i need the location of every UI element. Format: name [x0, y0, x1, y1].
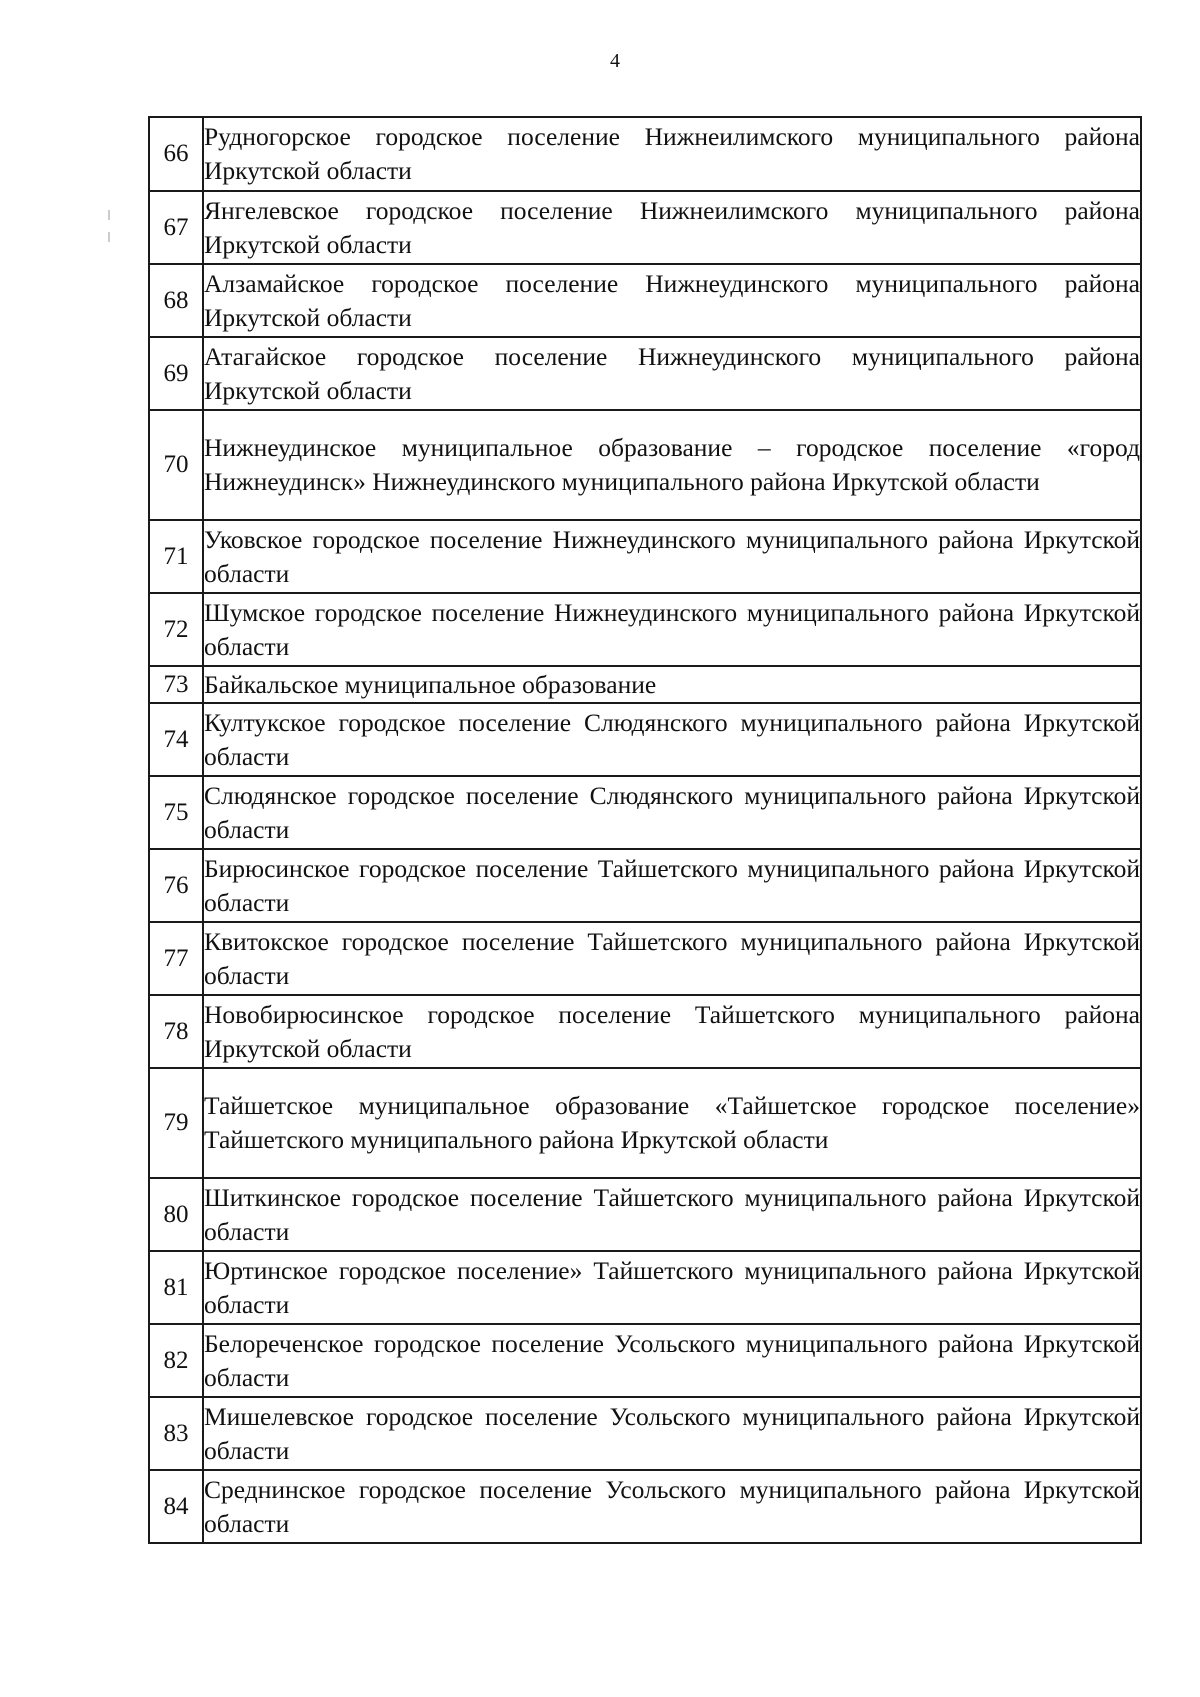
- table-row: [149, 264, 1141, 337]
- row-text: Шумское городское поселение Нижнеудинского муниципального района Иркутской области: [203, 593, 1141, 666]
- table-row: [149, 593, 1141, 666]
- table-row: [149, 922, 1141, 995]
- row-text: Уковское городское поселение Нижнеудинского муниципального района Иркутской области: [203, 520, 1141, 593]
- row-number: 78: [149, 995, 203, 1068]
- table-row: [149, 1324, 1141, 1397]
- table-row: [149, 410, 1141, 520]
- row-text: Рудногорское городское поселение Нижнеилимского муниципального района Иркутской области: [203, 117, 1141, 191]
- table-row: [149, 191, 1141, 264]
- page-number: 4: [610, 50, 620, 72]
- row-text: Среднинское городское поселение Усольского муниципального района Иркутской области: [203, 1470, 1141, 1543]
- table-row: [149, 1068, 1141, 1178]
- row-text: Новобирюсинское городское поселение Тайшетского муниципального района Иркутской области: [203, 995, 1141, 1068]
- row-number: 66: [149, 117, 203, 191]
- row-number: 69: [149, 337, 203, 410]
- row-text: Белореченское городское поселение Усольского муниципального района Иркутской области: [203, 1324, 1141, 1397]
- row-number: 81: [149, 1251, 203, 1324]
- row-number: 70: [149, 410, 203, 520]
- row-text: Янгелевское городское поселение Нижнеилимского муниципального района Иркутской области: [203, 191, 1141, 264]
- table-row: [149, 776, 1141, 849]
- row-text: Атагайское городское поселение Нижнеудинского муниципального района Иркутской области: [203, 337, 1141, 410]
- row-text: Юртинское городское поселение» Тайшетского муниципального района Иркутской области: [203, 1251, 1141, 1324]
- row-number: 84: [149, 1470, 203, 1543]
- table-row: [149, 995, 1141, 1068]
- row-number: 71: [149, 520, 203, 593]
- table-row: [149, 666, 1141, 703]
- scan-mark: [108, 232, 110, 242]
- row-number: 73: [149, 666, 203, 703]
- row-text: Тайшетское муниципальное образование «Тайшетское городское поселение» Тайшетского муниципального района Иркутской области: [203, 1068, 1141, 1178]
- row-number: 67: [149, 191, 203, 264]
- row-text: Слюдянское городское поселение Слюдянского муниципального района Иркутской области: [203, 776, 1141, 849]
- row-number: 79: [149, 1068, 203, 1178]
- row-text: Квитокское городское поселение Тайшетского муниципального района Иркутской области: [203, 922, 1141, 995]
- table-row: [149, 849, 1141, 922]
- table-row: [149, 1178, 1141, 1251]
- table-row: [149, 337, 1141, 410]
- table-row: [149, 1397, 1141, 1470]
- row-number: 83: [149, 1397, 203, 1470]
- table-row: [149, 520, 1141, 593]
- row-number: 82: [149, 1324, 203, 1397]
- row-text: Шиткинское городское поселение Тайшетского муниципального района Иркутской области: [203, 1178, 1141, 1251]
- row-number: 77: [149, 922, 203, 995]
- row-number: 80: [149, 1178, 203, 1251]
- row-text: Бирюсинское городское поселение Тайшетского муниципального района Иркутской области: [203, 849, 1141, 922]
- row-text: Байкальское муниципальное образование: [203, 666, 1141, 703]
- table-row: [149, 703, 1141, 776]
- settlements-table: [148, 116, 1142, 1544]
- row-number: 72: [149, 593, 203, 666]
- row-number: 75: [149, 776, 203, 849]
- row-text: Култукское городское поселение Слюдянского муниципального района Иркутской области: [203, 703, 1141, 776]
- row-number: 76: [149, 849, 203, 922]
- table-row: [149, 1470, 1141, 1543]
- scan-mark: [108, 210, 110, 220]
- row-text: Алзамайское городское поселение Нижнеудинского муниципального района Иркутской области: [203, 264, 1141, 337]
- row-text: Мишелевское городское поселение Усольского муниципального района Иркутской области: [203, 1397, 1141, 1470]
- row-number: 68: [149, 264, 203, 337]
- row-number: 74: [149, 703, 203, 776]
- table-row: [149, 117, 1141, 191]
- row-text: Нижнеудинское муниципальное образование – городское поселение «город Нижнеудинск» Нижнеудинского муниципального района Иркутской области: [203, 410, 1141, 520]
- table-row: [149, 1251, 1141, 1324]
